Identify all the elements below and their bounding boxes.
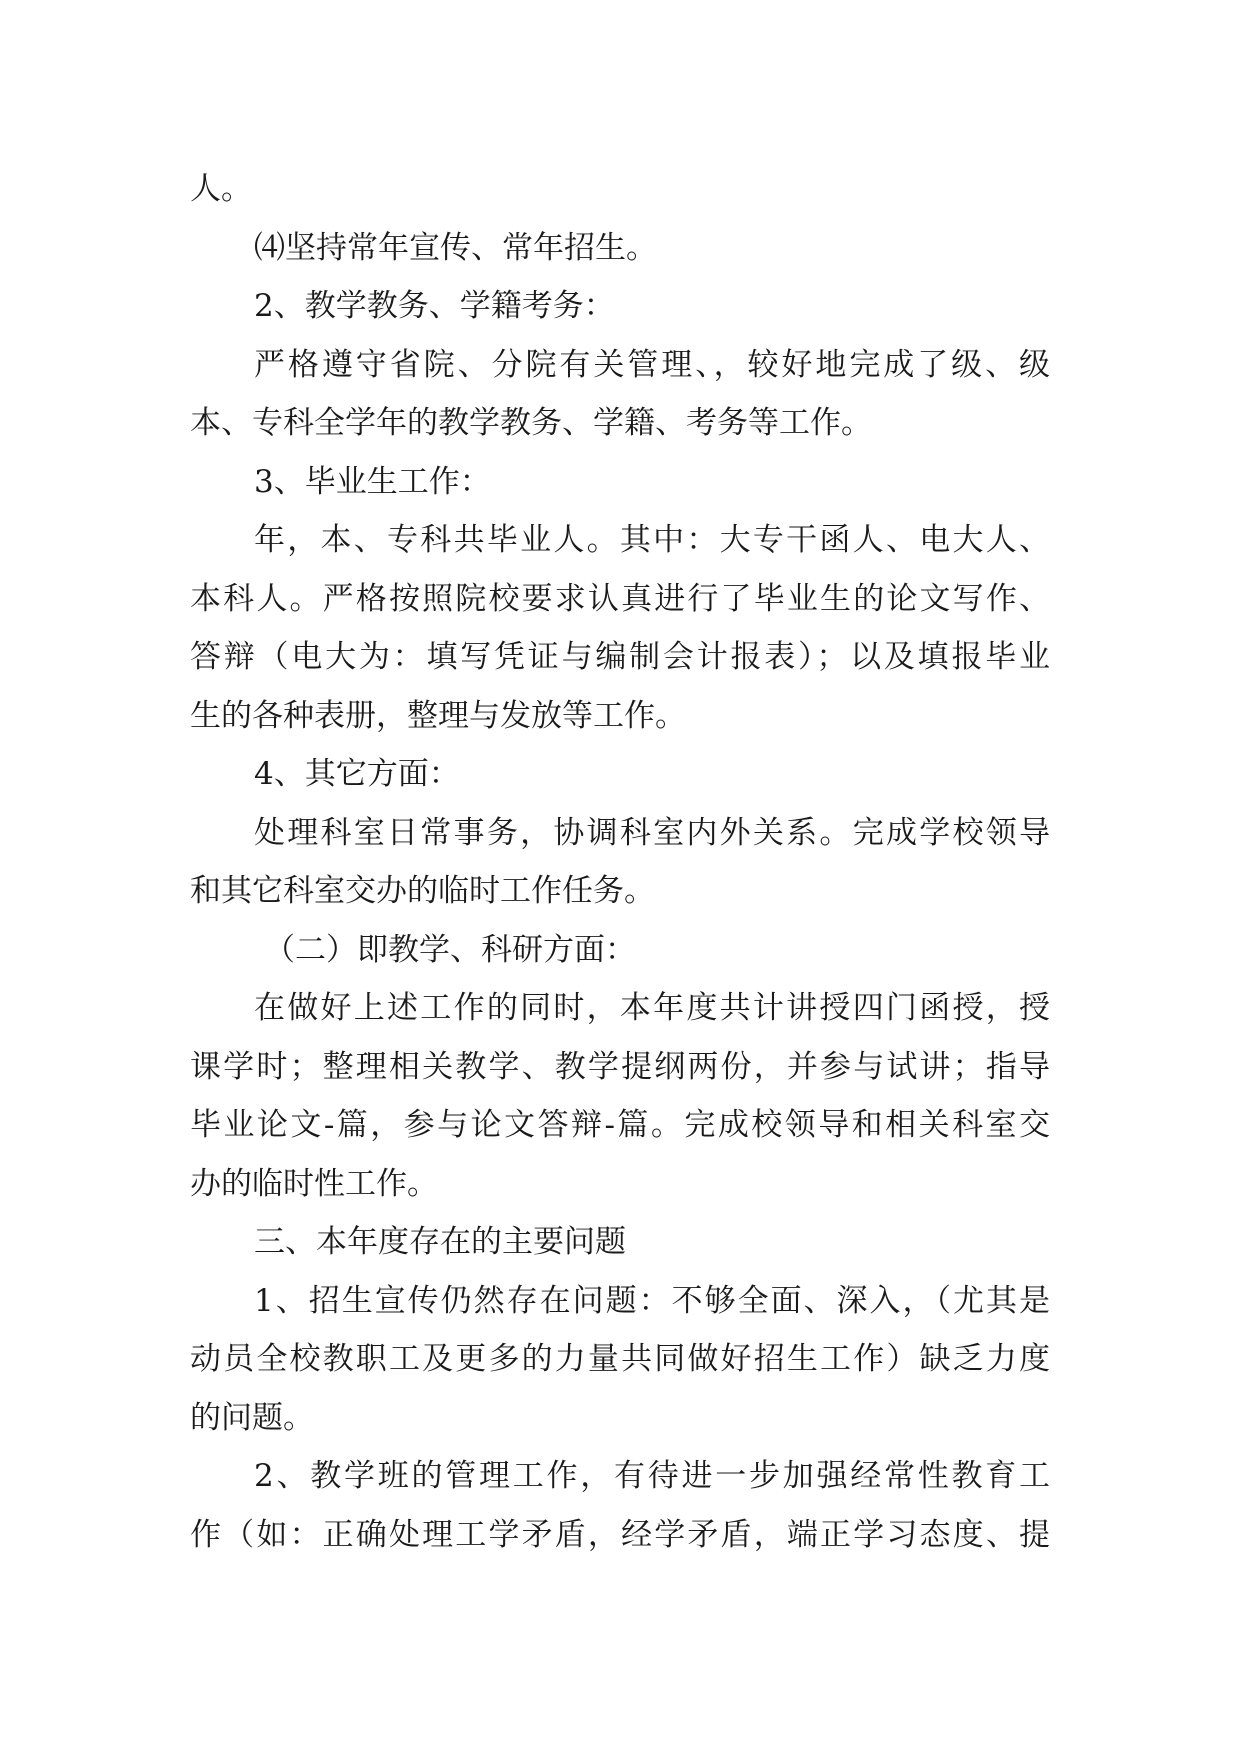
text-line: 2、教学班的管理工作，有待进一步加强经常性教育工 [254,1458,1050,1494]
section-heading: 3、毕业生工作： [254,463,491,500]
section-heading: 2、教学教务、学籍考务： [254,288,615,324]
text-line: 本科人。严格按照院校要求认真进行了毕业生的论文写作、 [190,580,1050,617]
text-line: 动员全校教职工及更多的力量共同做好招生工作）缺乏力度 [190,1341,1050,1377]
text-line: 在做好上述工作的同时，本年度共计讲授四门函授，授 [254,990,1050,1026]
text-line: 作（如：正确处理工学矛盾，经学矛盾，端正学习态度、提 [190,1516,1050,1553]
text-line: 1、招生宣传仍然存在问题：不够全面、深入，（尤其是 [254,1282,1050,1319]
text-line: 毕业论文-篇，参与论文答辩-篇。完成校领导和相关科室交 [190,1107,1050,1143]
section-heading: 三、本年度存在的主要问题 [254,1224,626,1260]
text-line: 本、专科全学年的教学教务、学籍、考务等工作。 [190,405,872,441]
text-line: ⑷坚持常年宣传、常年招生。 [254,229,657,266]
section-heading: 4、其它方面： [254,756,460,792]
text-line: 和其它科室交办的临时工作任务。 [190,873,655,909]
text-line: 课学时；整理相关教学、教学提纲两份，并参与试讲；指导 [190,1048,1050,1085]
text-line: 年，本、专科共毕业人。其中：大专干函人、电大人、 [254,522,1050,558]
document-page [190,160,1050,1564]
text-line: 严格遵守省院、分院有关管理、，较好地完成了级、级 [254,346,1050,383]
section-heading: （二）即教学、科研方面： [264,931,636,968]
text-line: 处理科室日常事务，协调科室内外关系。完成学校领导 [254,814,1050,851]
text-line: 人。 [190,171,252,207]
text-line: 办的临时性工作。 [190,1165,438,1202]
text-line: 答辩（电大为：填写凭证与编制会计报表）；以及填报毕业 [190,639,1050,675]
text-line: 生的各种表册，整理与发放等工作。 [190,697,686,734]
text-line: 的问题。 [190,1399,314,1436]
